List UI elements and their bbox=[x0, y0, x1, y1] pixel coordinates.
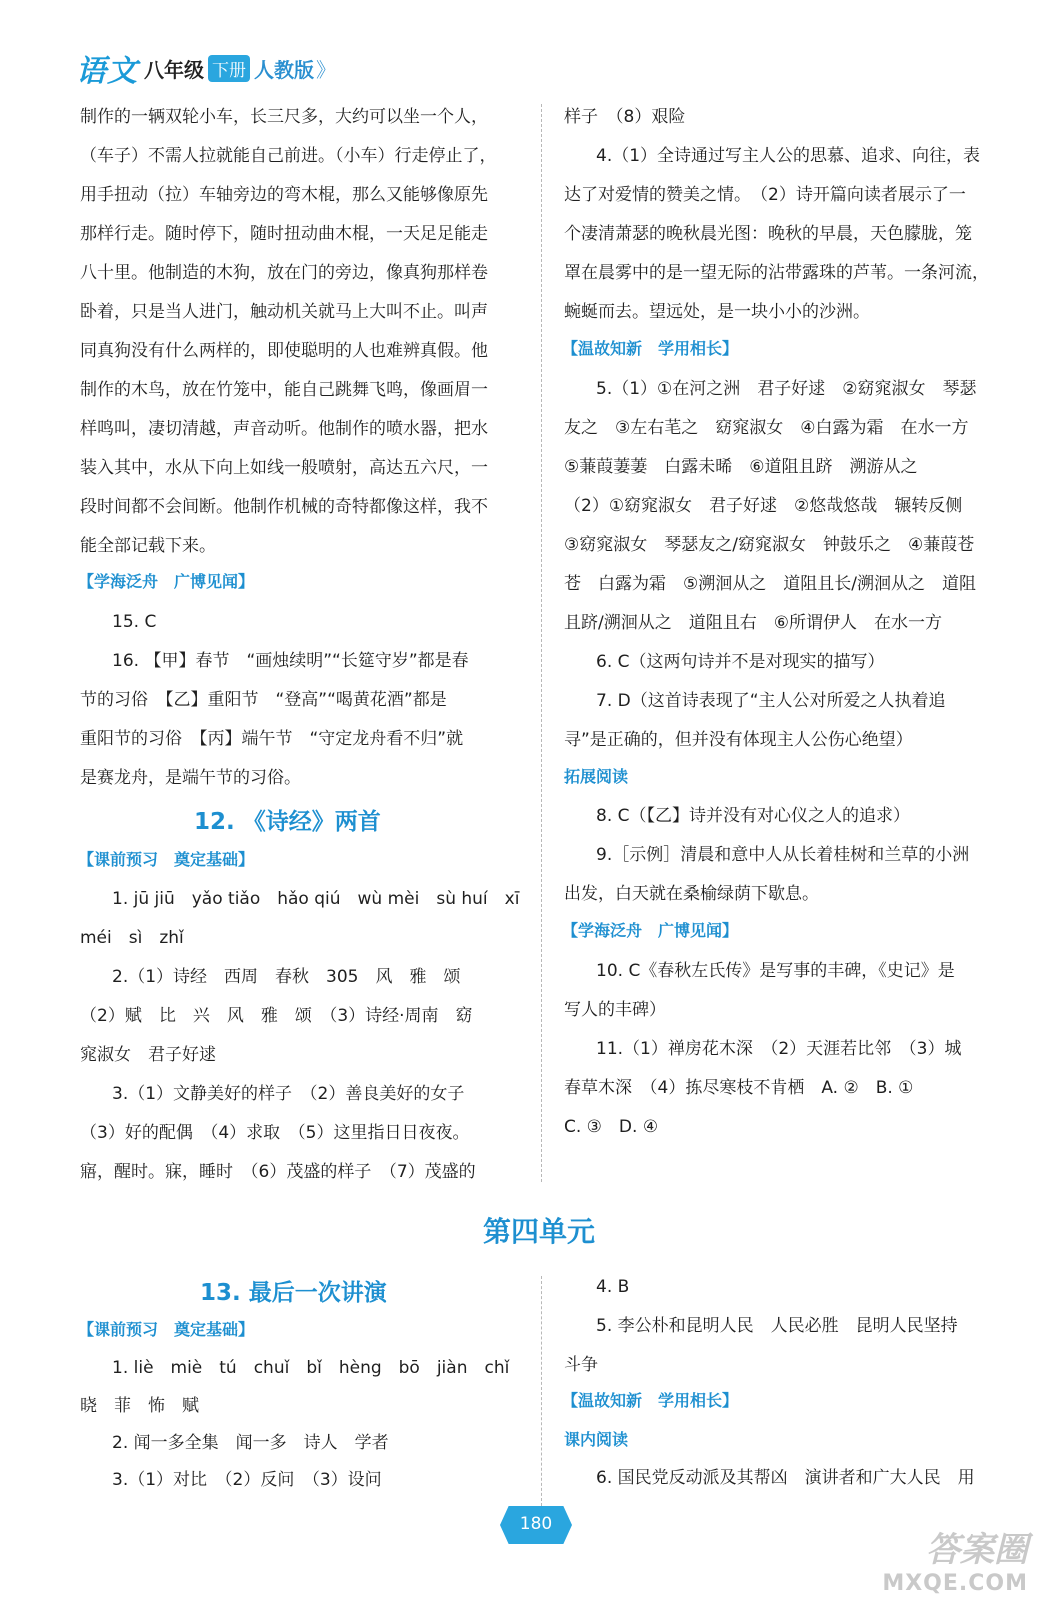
text-line: 制作的木鸟，放在竹笼中，能自己跳舞飞鸣，像画眉一 bbox=[80, 380, 488, 400]
right-q9-line: 出发，白天就在桑榆绿荫下歇息。 bbox=[564, 884, 819, 904]
text-line: 那样行走。随时停下，随时扭动曲木棍，一天足足能走 bbox=[80, 224, 488, 244]
page-number: 180 bbox=[519, 1514, 553, 1534]
watermark-line1: 答案圈 bbox=[926, 1530, 1028, 1570]
watermark bbox=[882, 1522, 1028, 1596]
right-q7-line: 7. D（这首诗表现了“主人公对所爱之人执着追 bbox=[596, 691, 946, 711]
right-q11-line: 春草木深 （4）拣尽寒枝不肯栖 A. ② B. ① bbox=[564, 1078, 914, 1098]
r13-q6: 6. 国民党反动派及其帮凶 演讲者和广大人民 用 bbox=[596, 1468, 975, 1488]
column-divider-top bbox=[541, 104, 542, 1182]
right-q11-line: 11.（1）禅房花木深 （2）天涯若比邻 （3）城 bbox=[596, 1039, 962, 1059]
section-tag-wengu: 【温故知新 学用相长】 bbox=[562, 339, 739, 358]
text-line: 制作的一辆双轮小车，长三尺多，大约可以坐一个人， bbox=[80, 107, 488, 127]
text-line: 八十里。他制造的木狗，放在门的旁边，像真狗那样卷 bbox=[80, 263, 488, 283]
lesson12-line: （2）赋 比 兴 风 雅 颂 （3）诗经·周南 窈 bbox=[80, 1006, 473, 1026]
lesson13-line: 3.（1）对比 （2）反问 （3）设问 bbox=[112, 1470, 382, 1490]
right-line: 样子 （8）艰险 bbox=[564, 107, 686, 127]
text-line: 用手扭动（拉）车轴旁边的弯木棍，那么又能够像原先 bbox=[80, 185, 488, 205]
subsection-kenei: 课内阅读 bbox=[564, 1430, 629, 1449]
right-line: 罩在晨雾中的是一望无际的沾带露珠的芦苇。一条河流， bbox=[564, 263, 989, 283]
edition-label: 人教版 bbox=[254, 57, 314, 82]
column-divider-bottom bbox=[541, 1276, 542, 1506]
lesson12-line: 窕淑女 君子好逑 bbox=[80, 1045, 216, 1065]
right-q5-line: ③窈窕淑女 琴瑟友之/窈窕淑女 钟鼓乐之 ④蒹葭苍 bbox=[564, 535, 975, 555]
answer-15: 15. C bbox=[112, 612, 157, 632]
term-badge: 下册 bbox=[208, 55, 250, 82]
page-number-badge bbox=[500, 1506, 572, 1544]
lesson13-line: 1. liè miè tú chuǐ bǐ hèng bō jiàn chǐ bbox=[112, 1358, 510, 1378]
text-line: 卧着，只是当人进门，触动机关就马上大叫不止。叫声 bbox=[80, 302, 488, 322]
right-q9-line: 9.［示例］清晨和意中人从长着桂树和兰草的小洲 bbox=[596, 845, 970, 865]
r13-line: 4. B bbox=[596, 1277, 630, 1297]
subsection-tuozhan: 拓展阅读 bbox=[564, 767, 629, 786]
lesson12-line: 3.（1）文静美好的样子 （2）善良美好的女子 bbox=[112, 1084, 465, 1104]
text-line: 同真狗没有什么两样的，即使聪明的人也难辨真假。他 bbox=[80, 341, 488, 361]
chevron-right-icon: 》 bbox=[316, 57, 336, 82]
section-tag-wengu-13: 【温故知新 学用相长】 bbox=[562, 1391, 739, 1410]
right-q5-line: 友之 ③左右芼之 窈窕淑女 ④白露为霜 在水一方 bbox=[564, 418, 969, 438]
section-tag-xuehai: 【学海泛舟 广博见闻】 bbox=[78, 572, 255, 591]
watermark-line2: MXQE.COM bbox=[882, 1571, 1028, 1596]
right-q7-line: 寻”是正确的，但并没有体现主人公伤心绝望） bbox=[564, 730, 913, 750]
right-line: 个凄清萧瑟的晚秋晨光图：晚秋的早晨，天色朦胧，笼 bbox=[564, 224, 972, 244]
answer-16-line: 重阳节的习俗 【丙】端午节 “守定龙舟看不归”就 bbox=[80, 729, 464, 749]
lesson-13-title: 13. 最后一次讲演 bbox=[200, 1280, 387, 1306]
lesson12-line: méi sì zhǐ bbox=[80, 928, 184, 948]
r13-line: 5. 李公朴和昆明人民 人民必胜 昆明人民坚持 bbox=[596, 1316, 958, 1336]
answer-16-line: 节的习俗 【乙】重阳节 “登高”“喝黄花酒”都是 bbox=[80, 690, 447, 710]
grade-label: 八年级 bbox=[144, 57, 204, 82]
right-q5-line: （2）①窈窕淑女 君子好逑 ②悠哉悠哉 辗转反侧 bbox=[564, 496, 963, 516]
right-q8: 8. C（【乙】诗并没有对心仪之人的追求） bbox=[596, 806, 910, 826]
lesson12-line: 1. jū jiū yǎo tiǎo hǎo qiú wù mèi sù huí xī bbox=[112, 889, 520, 909]
section-tag-xuehai-right: 【学海泛舟 广博见闻】 bbox=[562, 921, 739, 940]
right-q5-line: 5.（1）①在河之洲 君子好逑 ②窈窕淑女 琴瑟 bbox=[596, 379, 977, 399]
answer-16-line: 16. 【甲】春节 “画烛续明”“长筵守岁”都是春 bbox=[112, 651, 469, 671]
text-line: 能全部记载下来。 bbox=[80, 536, 216, 556]
section-tag-kqyx-13: 【课前预习 奠定基础】 bbox=[78, 1320, 255, 1339]
book-logo: 语文 bbox=[76, 54, 138, 89]
unit-title: 第四单元 bbox=[483, 1215, 596, 1248]
right-q5-line: 且跻/溯洄从之 道阻且右 ⑥所谓伊人 在水一方 bbox=[564, 613, 942, 633]
right-q6: 6. C（这两句诗并不是对现实的描写） bbox=[596, 652, 885, 672]
right-q5-line: ⑤蒹葭萋萋 白露未晞 ⑥道阻且跻 溯游从之 bbox=[564, 457, 918, 477]
text-line: （车子）不需人拉就能自己前进。（小车）行走停止了， bbox=[80, 146, 497, 166]
lesson12-line: （3）好的配偶 （4）求取 （5）这里指日日夜夜。 bbox=[80, 1123, 470, 1143]
right-line: 蜿蜒而去。望远处，是一块小小的沙洲。 bbox=[564, 302, 870, 322]
lesson13-line: 2. 闻一多全集 闻一多 诗人 学者 bbox=[112, 1433, 389, 1453]
book-header bbox=[76, 50, 336, 89]
right-q10-line: 10. C《春秋左氏传》是写事的丰碑，《史记》是 bbox=[596, 961, 955, 981]
lesson12-line: 寤，醒时。寐，睡时 （6）茂盛的样子 （7）茂盛的 bbox=[80, 1162, 476, 1182]
lesson-12-title: 12. 《诗经》两首 bbox=[194, 809, 381, 835]
right-q5-line: 苍 白露为霜 ⑤溯洄从之 道阻且长/溯洄从之 道阻 bbox=[564, 574, 976, 594]
text-line: 样鸣叫，凄切清越，声音动听。他制作的喷水器，把水 bbox=[80, 419, 488, 439]
lesson13-line: 晓 菲 怖 赋 bbox=[80, 1396, 199, 1416]
text-line: 段时间都不会间断。他制作机械的奇特都像这样，我不 bbox=[80, 497, 488, 517]
section-tag-kqyx: 【课前预习 奠定基础】 bbox=[78, 850, 255, 869]
lesson12-line: 2.（1）诗经 西周 春秋 305 风 雅 颂 bbox=[112, 967, 461, 987]
text-line: 装入其中，水从下向上如线一般喷射，高达五六尺，一 bbox=[80, 458, 488, 478]
right-q11-line: C. ③ D. ④ bbox=[564, 1117, 659, 1137]
right-q10-line: 写人的丰碑） bbox=[564, 1000, 666, 1020]
r13-line: 斗争 bbox=[564, 1355, 598, 1375]
right-line: 达了对爱情的赞美之情。 （2）诗开篇向读者展示了一 bbox=[564, 185, 966, 205]
right-line: 4.（1）全诗通过写主人公的思慕、追求、向往，表 bbox=[596, 146, 981, 166]
answer-16-line: 是赛龙舟，是端午节的习俗。 bbox=[80, 768, 301, 788]
